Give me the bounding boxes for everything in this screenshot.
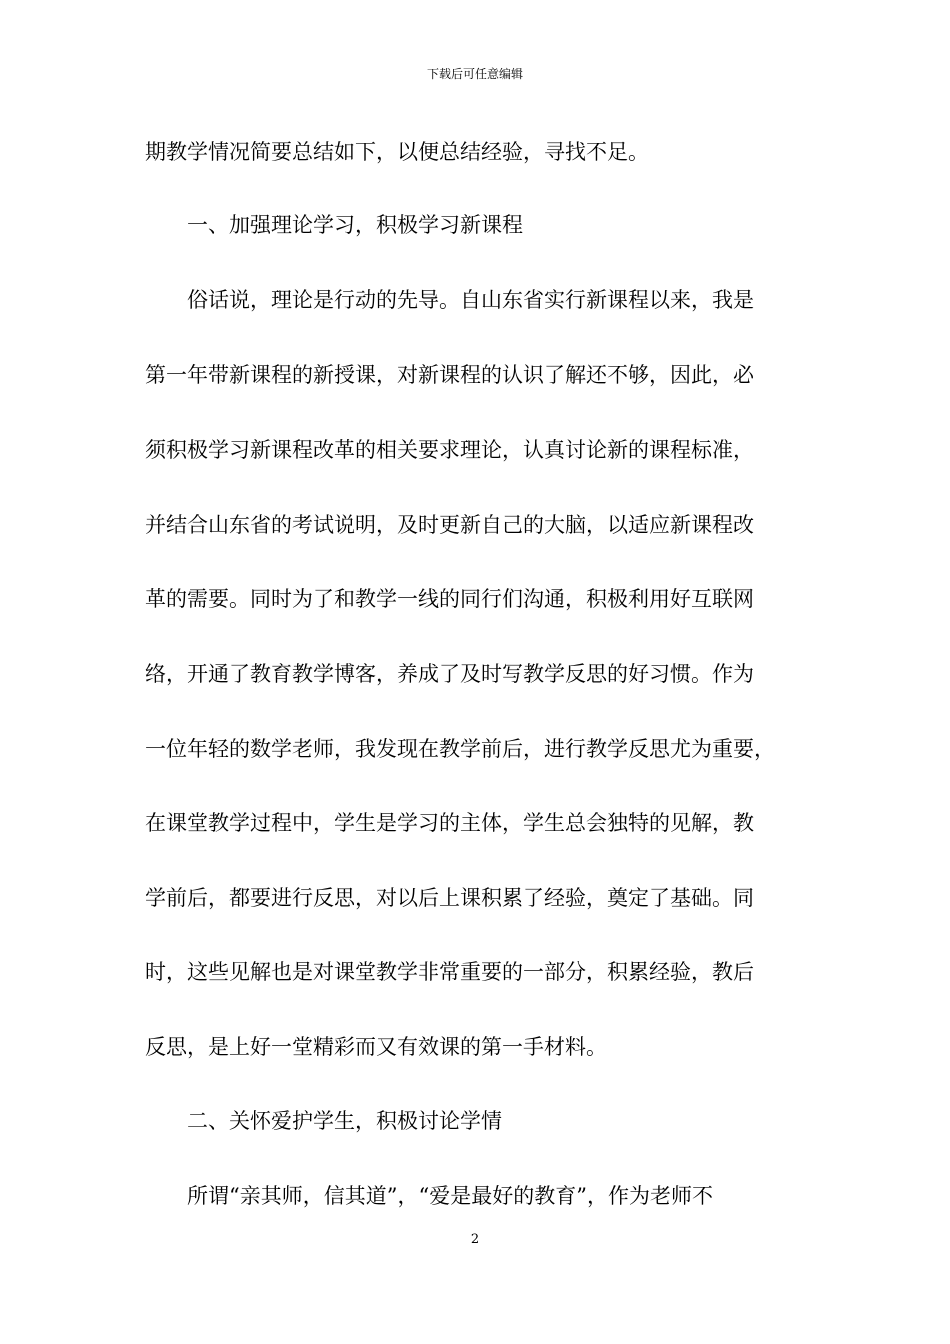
section-heading: 二、关怀爱护学生，积极讨论学情: [145, 1109, 502, 1133]
body-line: 革的需要。同时为了和教学一线的同行们沟通，积极利用好互联网: [145, 587, 754, 611]
body-line: 时，这些见解也是对课堂教学非常重要的一部分，积累经验，教后: [145, 960, 754, 984]
page-number: 2: [470, 1232, 480, 1247]
page-header: 下载后可任意编辑: [426, 67, 523, 81]
body-line: 所谓“亲其师，信其道”，“爱是最好的教育”，作为老师不: [145, 1184, 713, 1208]
body-line: 并结合山东省的考试说明，及时更新自己的大脑，以适应新课程改: [145, 513, 754, 537]
body-line: 反思，是上好一堂精彩而又有效课的第一手材料。: [145, 1035, 607, 1059]
body-line: 须积极学习新课程改革的相关要求理论，认真讨论新的课程标准，: [145, 438, 754, 462]
body-line: 第一年带新课程的新授课，对新课程的认识了解还不够，因此，必: [145, 363, 754, 387]
body-line: 学前后，都要进行反思，对以后上课积累了经验，奠定了基础。同: [145, 886, 754, 910]
body-line: 络，开通了教育教学博客，养成了及时写教学反思的好习惯。作为: [145, 662, 754, 686]
body-line: 一位年轻的数学老师，我发现在教学前后，进行教学反思尤为重要，: [145, 737, 775, 761]
body-line: 俗话说，理论是行动的先导。自山东省实行新课程以来，我是: [145, 288, 754, 312]
body-line: 期教学情况简要总结如下，以便总结经验，寻找不足。: [145, 140, 649, 164]
section-heading: 一、加强理论学习，积极学习新课程: [145, 213, 523, 237]
body-line: 在课堂教学过程中，学生是学习的主体，学生总会独特的见解，教: [145, 811, 754, 835]
